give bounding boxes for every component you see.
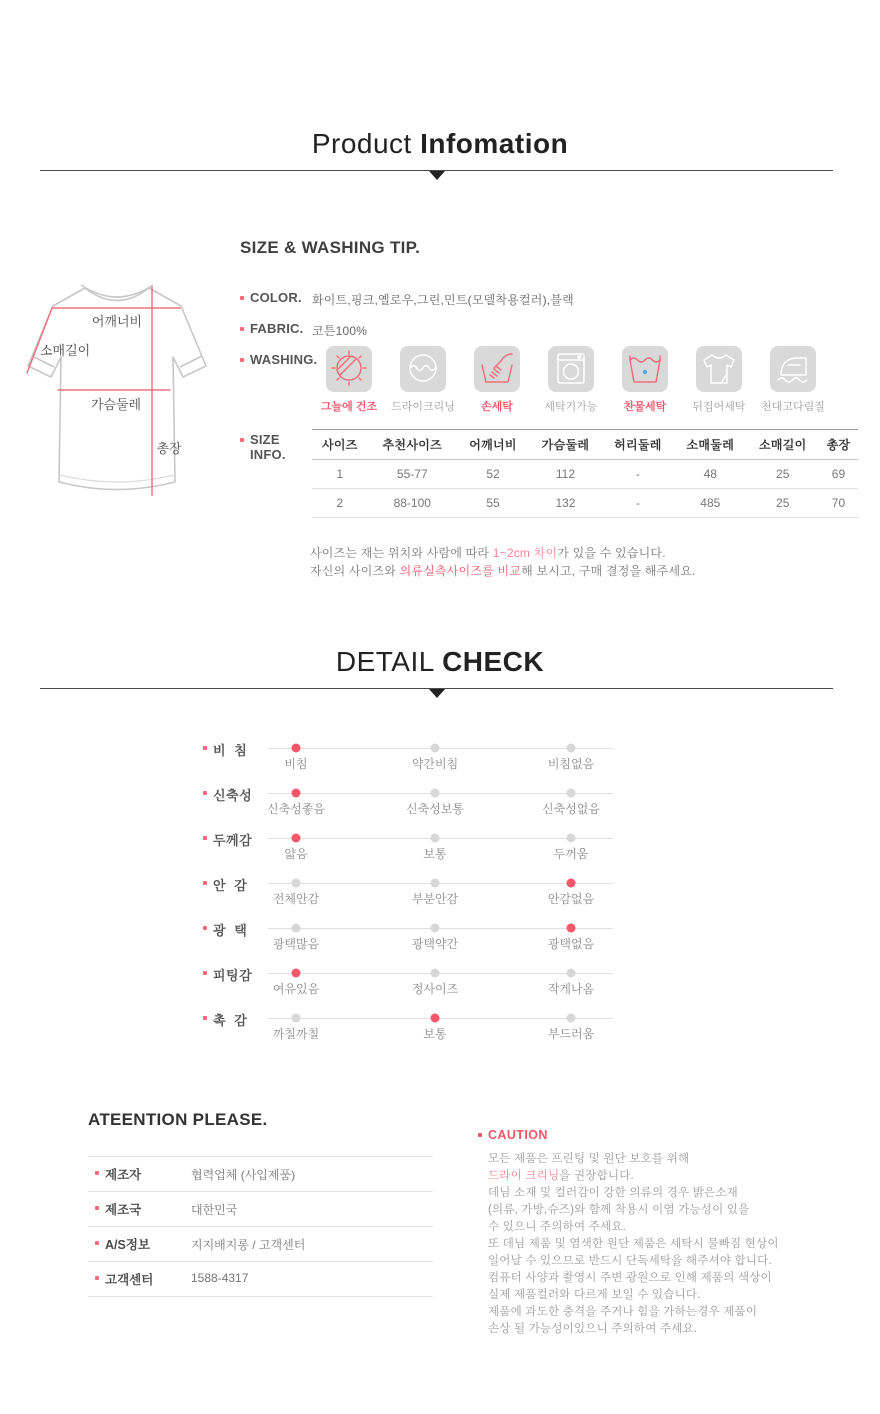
rating-track xyxy=(268,883,613,884)
size-table-row xyxy=(312,489,858,518)
text: 가 있을 수 있습니다. xyxy=(557,546,666,560)
attention-row xyxy=(88,1156,433,1191)
wash-item-iron-cloth xyxy=(756,346,830,414)
caution-line xyxy=(488,1185,828,1202)
rating-dot xyxy=(292,924,301,933)
inside-out-wash-icon xyxy=(696,346,742,392)
text: 사이즈는 재는 위치와 사람에 따라 xyxy=(310,546,493,560)
size-note xyxy=(310,544,862,580)
rating-dot-active xyxy=(431,1014,440,1023)
rating-track xyxy=(268,793,613,794)
shoulder-width-label: 어깨너비 xyxy=(91,314,143,329)
rating-dot-active xyxy=(292,789,301,798)
text: 모든 제품은 프린팅 및 원단 보호를 위해 xyxy=(488,1153,690,1165)
size-table-header-cell: 허리둘레 xyxy=(602,430,674,460)
detail-check-divider xyxy=(40,688,833,689)
bullet-icon xyxy=(240,358,244,362)
rating-dot xyxy=(431,969,440,978)
rating-option-label: 비침없음 xyxy=(547,757,595,771)
size-table-row xyxy=(312,460,858,489)
detail-check-row xyxy=(203,871,633,916)
wash-item-machine-wash xyxy=(534,346,608,414)
detail-check-row xyxy=(203,961,633,1006)
detail-check-row-label xyxy=(203,875,247,894)
rating-track xyxy=(268,973,613,974)
detail-check-row-label xyxy=(203,830,252,849)
detail-check-row xyxy=(203,916,633,961)
rating-option-label: 정사이즈 xyxy=(411,982,459,996)
tshirt-measurement-diagram xyxy=(22,276,212,511)
attention-row xyxy=(88,1226,433,1261)
caution-line xyxy=(488,1287,828,1304)
rating-option-label: 부드러움 xyxy=(547,1027,595,1041)
size-table-cell: 70 xyxy=(819,489,858,518)
size-info-row xyxy=(240,432,862,518)
rating-dot xyxy=(431,744,440,753)
bullet-icon xyxy=(478,1133,482,1137)
detail-check-label-text: 두께감 xyxy=(213,833,253,848)
wash-item-label: 세탁기가능 xyxy=(544,401,598,413)
rating-option-label: 작게나옴 xyxy=(547,982,595,996)
size-table-header-cell: 소매둘레 xyxy=(674,430,746,460)
detail-check-label-text: 비 침 xyxy=(213,743,248,758)
attention-row-label: 제조국 xyxy=(105,1203,142,1217)
washing-icons xyxy=(312,346,830,414)
attention-section xyxy=(88,1110,433,1297)
size-table-header-cell: 추천사이즈 xyxy=(368,430,457,460)
fabric-value: 코튼100% xyxy=(312,324,368,338)
rating-option-label: 광택약간 xyxy=(411,937,459,951)
caution-line xyxy=(488,1270,828,1287)
washing-label: WASHING. xyxy=(250,352,318,367)
rating-track xyxy=(268,748,613,749)
detail-check-row xyxy=(203,1006,633,1051)
washing-row xyxy=(240,352,862,414)
detail-check-label-text: 안 감 xyxy=(213,878,248,893)
sleeve-length-label: 소매길이 xyxy=(40,343,91,358)
size-table-header-cell: 사이즈 xyxy=(312,430,368,460)
attention-row-label: 제조자 xyxy=(105,1168,142,1182)
caution-line xyxy=(488,1321,828,1338)
highlighted-text: 의류실측사이즈를 비교 xyxy=(399,564,522,578)
size-note-line1 xyxy=(310,544,862,562)
bullet-icon xyxy=(203,926,207,930)
caution-header xyxy=(478,1128,828,1142)
attention-row-label: A/S정보 xyxy=(105,1238,150,1252)
size-table-cell: 112 xyxy=(529,460,601,489)
size-table-header-cell: 가슴둘레 xyxy=(529,430,601,460)
attention-heading: ATEENTION PLEASE. xyxy=(88,1110,268,1129)
dry-cleaning-icon xyxy=(400,346,446,392)
rating-track xyxy=(268,928,613,929)
text: 컴퓨터 사양과 촬영시 주변 광원으로 인해 제품의 색상이 xyxy=(488,1272,772,1284)
text: 수 있으니 주의하여 주세요. xyxy=(488,1221,626,1233)
rating-option-label: 부분안감 xyxy=(411,892,459,906)
detail-check-title-bold: CHECK xyxy=(442,646,545,677)
fabric-row xyxy=(240,321,862,339)
detail-check-label-text: 촉 감 xyxy=(213,1013,248,1028)
text: 자신의 사이즈와 xyxy=(310,564,400,578)
fabric-label: FABRIC. xyxy=(250,321,304,336)
caution-line xyxy=(488,1304,828,1321)
size-table-cell: 88-100 xyxy=(368,489,457,518)
rating-dot-active xyxy=(292,744,301,753)
attention-row-value: 1588-4317 xyxy=(191,1271,249,1285)
wash-item-dry-cleaning xyxy=(386,346,460,414)
rating-option-label: 얇음 xyxy=(284,847,308,861)
rating-option-label: 신축성좋음 xyxy=(267,802,325,816)
detail-check-title xyxy=(0,646,880,678)
caution-line xyxy=(488,1236,828,1253)
rating-option-label: 두꺼움 xyxy=(553,847,589,861)
text: 또 데님 제품 및 염색한 원단 제품은 세탁시 물빠짐 현상이 xyxy=(488,1238,779,1250)
caution-line xyxy=(488,1253,828,1270)
wash-item-label: 손세탁 xyxy=(481,401,513,413)
bullet-icon xyxy=(95,1171,99,1175)
detail-check-row-label xyxy=(203,965,252,984)
size-washing-heading: SIZE & WASHING TIP. xyxy=(240,238,421,257)
text: 데님 소재 및 컬러감이 강한 의류의 경우 밝은소재 xyxy=(488,1187,738,1199)
caution-line xyxy=(488,1168,828,1185)
bullet-icon xyxy=(203,746,207,750)
header-divider xyxy=(40,170,833,171)
rating-dot xyxy=(292,1014,301,1023)
detail-check-row xyxy=(203,781,633,826)
rating-dot-active xyxy=(567,924,576,933)
rating-dot xyxy=(567,744,576,753)
rating-option-label: 광택없음 xyxy=(547,937,595,951)
text: 일어날 수 있으므로 반드시 단독세탁을 해주셔야 합니다. xyxy=(488,1255,772,1267)
highlighted-text: 드라이 크리닝 xyxy=(488,1170,560,1182)
rating-dot xyxy=(431,789,440,798)
detail-check-row xyxy=(203,826,633,871)
wash-item-label: 찬물세탁 xyxy=(623,401,667,413)
total-length-label: 총장 xyxy=(156,441,182,456)
color-row xyxy=(240,290,862,308)
bullet-icon xyxy=(95,1206,99,1210)
text: 을 권장합니다. xyxy=(559,1170,634,1182)
detail-check-section xyxy=(203,736,633,1051)
chest-label: 가슴둘레 xyxy=(90,397,142,412)
attention-row-value: 지지배지롱 / 고객센터 xyxy=(191,1238,306,1252)
size-table-header-cell: 소매길이 xyxy=(747,430,819,460)
size-table-cell: 25 xyxy=(747,460,819,489)
text: 손상 될 가능성이있으니 주의하여 주세요. xyxy=(488,1323,698,1335)
bullet-icon xyxy=(203,1016,207,1020)
bullet-icon xyxy=(95,1276,99,1280)
detail-check-label-text: 광 택 xyxy=(213,923,248,938)
size-note-line2 xyxy=(310,562,862,580)
attention-row-value: 대한민국 xyxy=(191,1203,238,1217)
wash-item-label: 드라이크리닝 xyxy=(391,401,455,413)
wash-item-label: 천대고다림질 xyxy=(761,401,825,413)
rating-option-label: 안감없음 xyxy=(547,892,595,906)
size-table-cell: 69 xyxy=(819,460,858,489)
page-title-light: Product xyxy=(311,128,412,159)
size-table-cell: - xyxy=(602,460,674,489)
text: 제품에 과도한 충격을 주거나 힘을 가하는경우 제품이 xyxy=(488,1306,758,1318)
text: 실제 제품컬러와 다르게 보일 수 있습니다. xyxy=(488,1289,701,1301)
rating-option-label: 신축성보통 xyxy=(406,802,464,816)
detail-check-title-light: DETAIL xyxy=(335,646,434,677)
bullet-icon xyxy=(240,296,244,300)
wash-item-label: 그늘에 건조 xyxy=(320,401,378,413)
rating-option-label: 광택많음 xyxy=(272,937,320,951)
caution-body xyxy=(478,1151,828,1338)
size-table-cell: 48 xyxy=(674,460,746,489)
caution-section xyxy=(478,1128,828,1338)
bullet-icon xyxy=(203,836,207,840)
size-table-cell: 55 xyxy=(457,489,529,518)
highlighted-text: 1~2cm 차이 xyxy=(492,546,558,560)
rating-option-label: 비침 xyxy=(284,757,308,771)
rating-dot xyxy=(431,924,440,933)
size-info-label: SIZE INFO. xyxy=(250,432,286,462)
bullet-icon xyxy=(240,438,244,442)
attention-row-label: 고객센터 xyxy=(105,1273,154,1287)
iron-cloth-icon xyxy=(770,346,816,392)
size-table-cell: 25 xyxy=(747,489,819,518)
size-washing-section xyxy=(240,238,862,580)
size-table-cell: 55-77 xyxy=(368,460,457,489)
size-table-cell: - xyxy=(602,489,674,518)
detail-check-label-text: 신축성 xyxy=(213,788,253,803)
rating-dot xyxy=(567,969,576,978)
bullet-icon xyxy=(203,791,207,795)
rating-track xyxy=(268,1018,613,1019)
size-table-cell: 132 xyxy=(529,489,601,518)
detail-check-row-label xyxy=(203,1010,247,1029)
rating-dot xyxy=(431,834,440,843)
machine-wash-icon xyxy=(548,346,594,392)
rating-option-label: 신축성없음 xyxy=(542,802,600,816)
rating-option-label: 약간비침 xyxy=(411,757,459,771)
rating-option-label: 보통 xyxy=(423,1027,447,1041)
caution-line xyxy=(488,1219,828,1236)
bullet-icon xyxy=(203,881,207,885)
rating-dot-active xyxy=(292,969,301,978)
rating-dot xyxy=(292,879,301,888)
attention-row-value: 협력업체 (사입제품) xyxy=(191,1168,296,1182)
rating-option-label: 여유있음 xyxy=(272,982,320,996)
caution-line xyxy=(488,1151,828,1168)
color-value: 화이트,핑크,옐로우,그린,민트(모델착용컬러),블랙 xyxy=(312,293,574,307)
color-label: COLOR. xyxy=(250,290,302,305)
size-table-cell: 52 xyxy=(457,460,529,489)
text: 해 보시고, 구매 결정을 해주세요. xyxy=(521,564,696,578)
bullet-icon xyxy=(203,971,207,975)
bullet-icon xyxy=(240,327,244,331)
size-table-header-cell: 총장 xyxy=(819,430,858,460)
rating-track xyxy=(268,838,613,839)
size-table-header-cell: 어깨너비 xyxy=(457,430,529,460)
size-table-cell: 1 xyxy=(312,460,368,489)
wash-item-inside-out-wash xyxy=(682,346,756,414)
rating-option-label: 전체안감 xyxy=(272,892,320,906)
size-table-cell: 485 xyxy=(674,489,746,518)
rating-dot xyxy=(567,1014,576,1023)
rating-dot xyxy=(567,789,576,798)
shade-dry-icon xyxy=(326,346,372,392)
caution-line xyxy=(488,1202,828,1219)
size-table-cell: 2 xyxy=(312,489,368,518)
rating-option-label: 까칠까칠 xyxy=(272,1027,320,1041)
detail-check-row-label xyxy=(203,920,247,939)
size-table xyxy=(312,429,858,518)
cold-water-icon xyxy=(622,346,668,392)
hand-wash-icon xyxy=(474,346,520,392)
page-title-bold: Infomation xyxy=(420,128,569,159)
attention-row xyxy=(88,1191,433,1226)
wash-item-cold-water xyxy=(608,346,682,414)
bullet-icon xyxy=(95,1241,99,1245)
detail-check-row xyxy=(203,736,633,781)
size-table-body xyxy=(312,460,858,518)
caution-title: CAUTION xyxy=(488,1128,548,1142)
wash-item-hand-wash xyxy=(460,346,534,414)
rating-dot-active xyxy=(292,834,301,843)
attention-row xyxy=(88,1261,433,1297)
wash-item-label: 뒤집어세탁 xyxy=(692,401,746,413)
wash-item-shade-dry xyxy=(312,346,386,414)
attention-table xyxy=(88,1156,433,1297)
text: (의류, 가방,슈즈)와 함께 착용시 이염 가능성이 있을 xyxy=(488,1204,750,1216)
size-table-header-row xyxy=(312,430,858,460)
rating-dot-active xyxy=(567,879,576,888)
detail-check-row-label xyxy=(203,785,252,804)
down-triangle-icon xyxy=(429,689,445,698)
page-title xyxy=(0,128,880,160)
rating-option-label: 보통 xyxy=(423,847,447,861)
detail-check-label-text: 피팅감 xyxy=(213,968,253,983)
detail-check-row-label xyxy=(203,740,247,759)
rating-dot xyxy=(431,879,440,888)
down-triangle-icon xyxy=(429,171,445,180)
rating-dot xyxy=(567,834,576,843)
